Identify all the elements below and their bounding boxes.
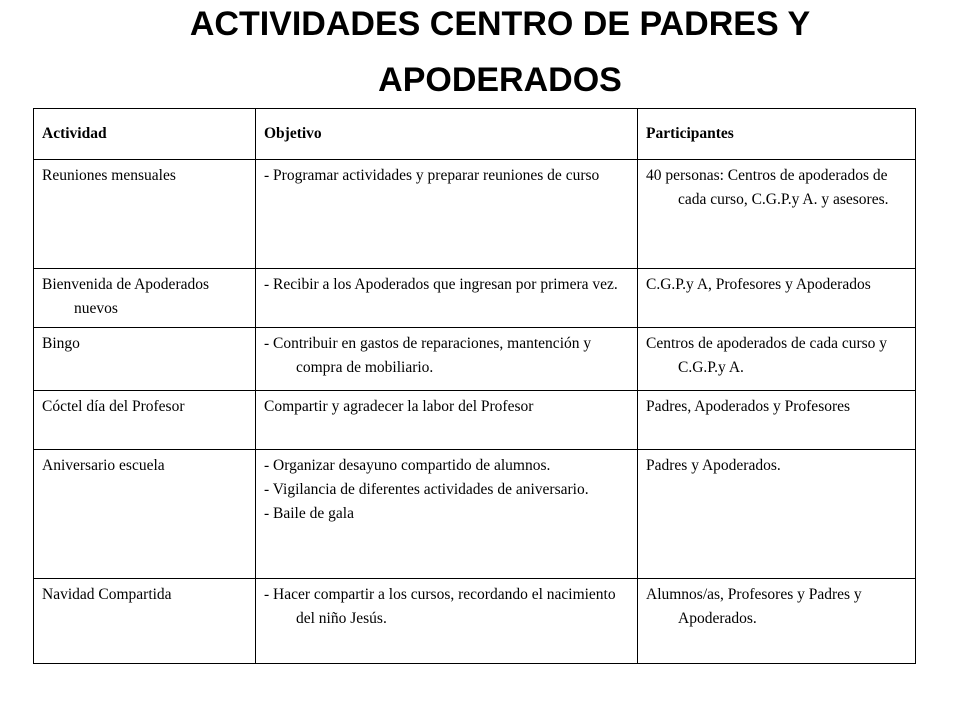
objetivo-text: Compartir y agradecer la labor del Profesor [264, 398, 534, 415]
cell-participantes [638, 328, 916, 391]
cell-objetivo [256, 269, 638, 328]
actividad-text: Aniversario escuela [42, 457, 165, 474]
cell-participantes [638, 450, 916, 579]
cell-participantes [638, 391, 916, 450]
cell-objetivo [256, 328, 638, 391]
objetivo-text: - Baile de gala [264, 505, 354, 522]
table-header-row [34, 109, 916, 160]
cell-objetivo [256, 579, 638, 664]
cell-objetivo [256, 450, 638, 579]
participantes-text: 40 personas: Centros de apoderados de cada curso, C.G.P.y A. y asesores. [646, 167, 889, 208]
participantes-text: Padres, Apoderados y Profesores [646, 398, 851, 415]
objetivo-text: - Programar actividades y preparar reuniones de curso [264, 167, 600, 184]
objetivo-text: - Hacer compartir a los cursos, recordando el nacimiento del niño Jesús. [264, 586, 616, 627]
cell-participantes [638, 579, 916, 664]
actividad-text: Bingo [42, 335, 80, 352]
actividad-text: Bienvenida de Apoderados nuevos [42, 276, 210, 317]
page-title [0, 0, 960, 100]
objetivo-text: - Organizar desayuno compartido de alumnos. [264, 457, 551, 474]
objetivo-text: - Recibir a los Apoderados que ingresan por primera vez. [264, 276, 618, 293]
cell-participantes [638, 269, 916, 328]
activities-table [33, 108, 916, 664]
table-row [34, 391, 916, 450]
page-title-line-2: APODERADOS [378, 61, 622, 99]
cell-actividad [34, 328, 256, 391]
header-objetivo: Objetivo [256, 109, 638, 160]
objetivo-text: - Vigilancia de diferentes actividades de aniversario. [264, 481, 589, 498]
participantes-text: Alumnos/as, Profesores y Padres y Apoderados. [646, 586, 862, 627]
participantes-text: Padres y Apoderados. [646, 457, 781, 474]
header-participantes: Participantes [638, 109, 916, 160]
cell-actividad [34, 269, 256, 328]
objetivo-text: - Contribuir en gastos de reparaciones, mantención y compra de mobiliario. [264, 335, 592, 376]
participantes-text: Centros de apoderados de cada curso y C.G.P.y A. [646, 335, 888, 376]
cell-actividad [34, 450, 256, 579]
page-title-line-1: ACTIVIDADES CENTRO DE PADRES Y [189, 5, 811, 43]
cell-participantes [638, 160, 916, 269]
header-actividad: Actividad [34, 109, 256, 160]
table-row [34, 450, 916, 579]
actividad-text: Cóctel día del Profesor [42, 398, 185, 415]
table-row [34, 160, 916, 269]
cell-actividad [34, 160, 256, 269]
cell-actividad [34, 579, 256, 664]
table-row [34, 579, 916, 664]
participantes-text: C.G.P.y A, Profesores y Apoderados [646, 276, 871, 293]
cell-objetivo [256, 160, 638, 269]
cell-objetivo [256, 391, 638, 450]
table-row [34, 269, 916, 328]
cell-actividad [34, 391, 256, 450]
table-row [34, 328, 916, 391]
actividad-text: Navidad Compartida [42, 586, 172, 603]
actividad-text: Reuniones mensuales [42, 167, 176, 184]
